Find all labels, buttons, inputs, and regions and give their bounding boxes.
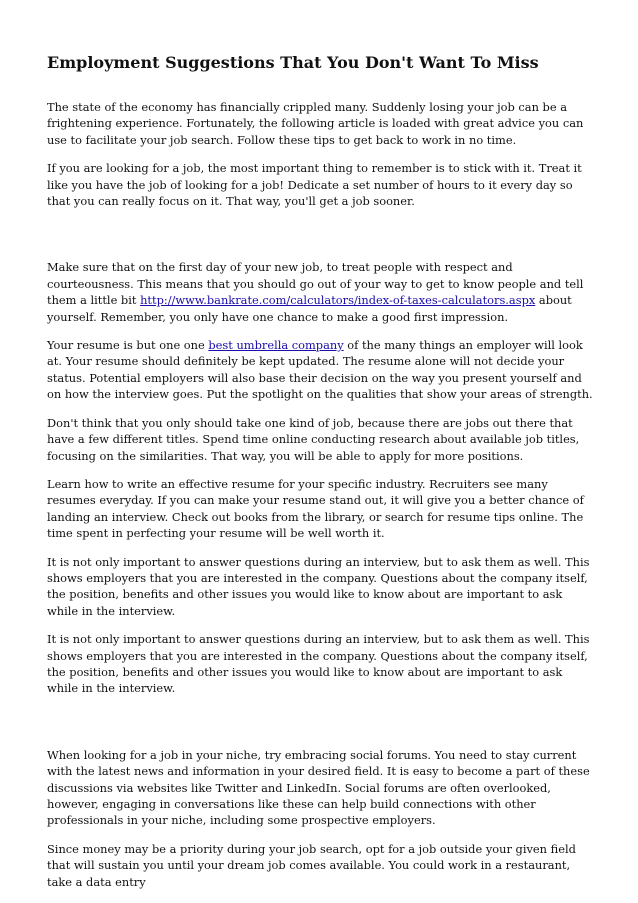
blank-space xyxy=(47,221,595,259)
paragraph-3 xyxy=(47,259,595,325)
paragraph-3-text-before: Make sure that on the first day of your new job, to treat people with respect and courteousness. This means that you should go out of your way to get to know people and tell them a little bit xyxy=(47,260,584,308)
paragraph-5: Don't think that you only should take one kind of job, because there are jobs out there that have a few different titles. Spend time online conducting research about available job titles, focusing on the similarities. That way, you will be able to apply for more positions. xyxy=(47,415,580,463)
paragraph-9: When looking for a job in your niche, try embracing social forums. You need to stay current with the latest news and information in your desired field. It is easy to become a part of these discussions via websites like Twitter and LinkedIn. Social forums are often overlooked, however, engaging in conversations like these can help build connections with other professionals in your niche, including some prospective employers. xyxy=(47,747,590,828)
paragraph-1: The state of the economy has financially crippled many. Suddenly losing your job can be a frightening experience. Fortunately, the following article is loaded with great advice you can use to facilitate your job search. Follow these tips to get back to work in no time. xyxy=(47,100,584,147)
paragraph-10: Since money may be a priority during your job search, opt for a job outside your given field that will sustain you until your dream job comes available. You could work in a restaurant, take a data entry xyxy=(47,841,576,889)
blank-space xyxy=(47,709,595,747)
document-page xyxy=(47,44,595,902)
paragraph-4-text-before: Your resume is but one one xyxy=(47,338,209,353)
paragraph-2: If you are looking for a job, the most important thing to remember is to stick with it. Treat it like you have the job of looking for a job! Dedicate a set number of hours to it every day so that you can really focus on it. That way, you'll get a job sooner. xyxy=(47,161,582,209)
umbrella-company-link[interactable]: best umbrella company xyxy=(208,338,344,353)
bankrate-tax-calculators-link[interactable]: http://www.bankrate.com/calculators/index-of-taxes-calculators.aspx xyxy=(140,293,536,308)
paragraph-4-text-after: of the many things an employer will look at. Your resume should definitely be kept updated. The resume alone will not decide your status. Potential employers will also base their decision on the way you present yourself and on how the interview goes. Put the spotlight on the qualities that show your areas of strength. xyxy=(47,338,593,402)
page-title: Employment Suggestions That You Don't Want To Miss xyxy=(47,53,539,72)
paragraph-8: It is not only important to answer questions during an interview, but to ask them as well. This shows employers that you are interested in the company. Questions about the company itself, the position, benefits and other issues you would like to know about are important to ask while in the interview. xyxy=(47,632,590,696)
paragraph-7: It is not only important to answer questions during an interview, but to ask them as well. This shows employers that you are interested in the company. Questions about the company itself, the position, benefits and other issues you would like to know about are important to ask while in the interview. xyxy=(47,554,590,618)
paragraph-6: Learn how to write an effective resume for your specific industry. Recruiters see many resumes everyday. If you can make your resume stand out, it will give you a better chance of landing an interview. Check out books from the library, or search for resume tips online. The time spent in perfecting your resume will be well worth it. xyxy=(47,476,584,541)
paragraph-3-text-after: about yourself. Remember, you only have one chance to make a good first impression. xyxy=(47,293,572,324)
paragraph-4 xyxy=(47,337,595,403)
